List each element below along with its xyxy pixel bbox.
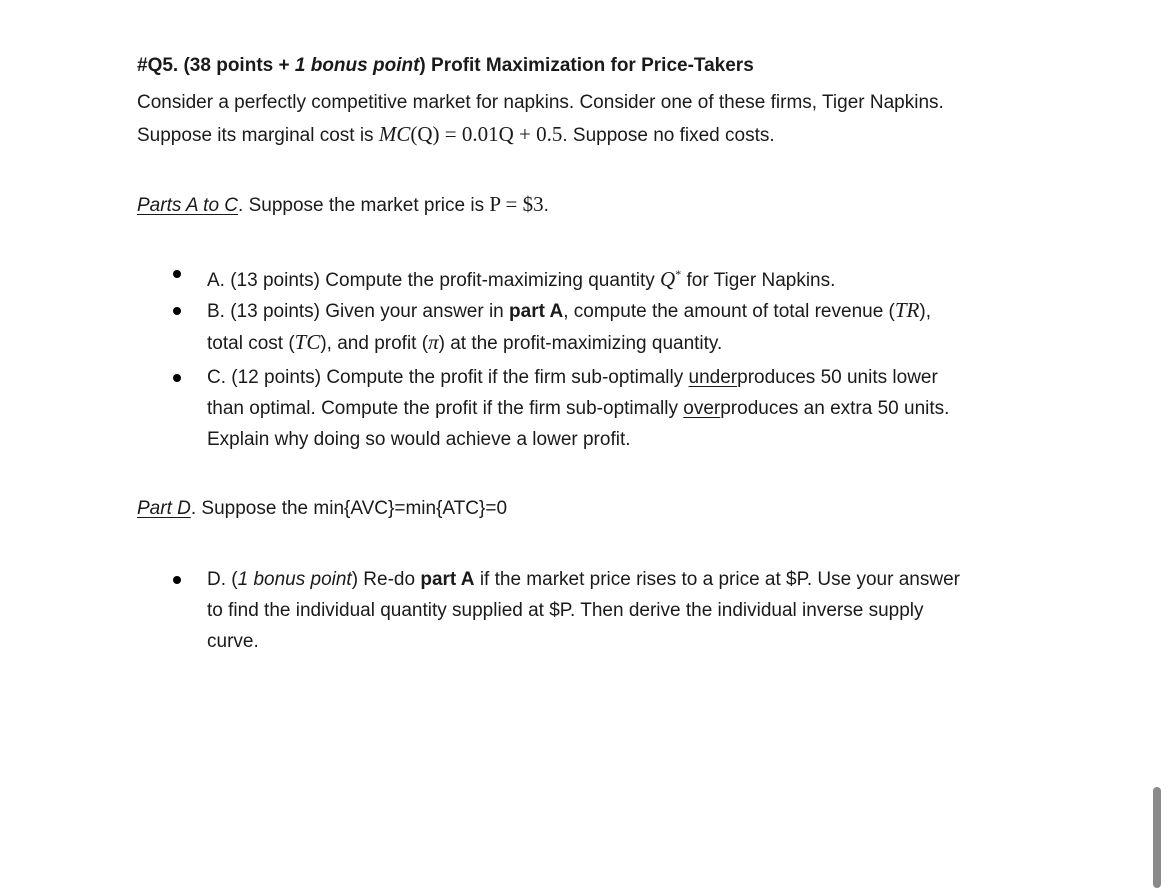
item-b <box>207 295 1037 359</box>
intro-line-1: Consider a perfectly competitive market for napkins. Consider one of these firms, Tiger Napkins. <box>137 92 944 113</box>
item-d-bold: part A <box>420 569 475 590</box>
parts-ac-heading <box>137 192 549 218</box>
item-d-mid: ) Re-do <box>351 569 416 590</box>
intro-line-2-prefix: Suppose its marginal cost is <box>137 125 374 146</box>
question-close-paren: ) <box>419 55 426 76</box>
item-b-text-3: ), <box>919 301 931 322</box>
parts-ac-label: Parts A to C <box>137 195 239 216</box>
item-d-line-3: curve. <box>207 631 259 652</box>
bullet-c <box>173 374 181 382</box>
intro-line-2-suffix: . Suppose no fixed costs. <box>562 125 775 146</box>
question-bonus: 1 bonus point <box>294 55 420 76</box>
item-b-bold: part A <box>509 301 564 322</box>
item-c-line-2: than optimal. Compute the profit if the firm sub-optimally <box>207 398 678 419</box>
parts-ac-suffix: . <box>543 195 549 216</box>
question-number: #Q5. <box>137 55 179 76</box>
item-d-prefix: D. ( <box>207 569 238 590</box>
item-b-text-2: , compute the amount of total revenue ( <box>563 301 895 322</box>
intro-line-2 <box>137 122 775 148</box>
bullet-a <box>173 270 181 278</box>
tc-symbol: TC <box>294 330 321 354</box>
item-c <box>207 362 1037 455</box>
q-star-symbol: Q <box>660 267 676 291</box>
bullet-d <box>173 576 181 584</box>
item-d-bonus: 1 bonus point <box>237 569 352 590</box>
mc-formula-rest: (Q) = 0.01Q + 0.5 <box>410 122 563 146</box>
item-d <box>207 564 1037 657</box>
item-c-line-3: Explain why doing so would achieve a lower profit. <box>207 429 631 450</box>
item-b-text: B. (13 points) Given your answer in <box>207 301 504 322</box>
item-b-line-2-c: ) at the profit-maximizing quantity. <box>438 333 723 354</box>
vertical-scrollbar[interactable] <box>1153 787 1161 888</box>
over-underlined: over <box>683 398 721 419</box>
question-points: (38 points + <box>183 55 290 76</box>
part-d-text: . Suppose the min{AVC}=min{ATC}=0 <box>190 498 508 519</box>
item-b-line-2-b: ), and profit ( <box>320 333 429 354</box>
item-a <box>207 259 1037 296</box>
tr-symbol: TR <box>894 298 920 322</box>
item-d-line-2: to find the individual quantity supplied at $P. Then derive the individual inverse supply <box>207 600 924 621</box>
item-c-line-1: C. (12 points) Compute the profit if the firm sub-optimally <box>207 367 684 388</box>
bullet-b <box>173 307 181 315</box>
parts-ac-text: . Suppose the market price is <box>238 195 485 216</box>
part-d-heading <box>137 497 507 521</box>
item-a-suffix: for Tiger Napkins. <box>686 270 836 291</box>
question-title <box>137 54 754 78</box>
item-a-prefix: A. (13 points) Compute the profit-maximizing quantity <box>207 270 655 291</box>
under-underlined: under <box>688 367 738 388</box>
pi-symbol: π <box>428 330 439 354</box>
mc-formula <box>379 122 563 146</box>
question-heading: Profit Maximization for Price-Takers <box>431 55 754 76</box>
item-b-line-2: total cost ( <box>207 333 295 354</box>
item-c-line-2-b: produces an extra 50 units. <box>720 398 950 419</box>
item-d-line-1-rest: if the market price rises to a price at $P. Use your answer <box>479 569 960 590</box>
part-d-label: Part D <box>137 498 191 519</box>
item-c-line-1-b: produces 50 units lower <box>737 367 938 388</box>
price-formula: P = $3 <box>489 192 544 216</box>
mc-formula-lhs: MC <box>378 122 411 146</box>
q-star: Q* <box>660 267 682 291</box>
